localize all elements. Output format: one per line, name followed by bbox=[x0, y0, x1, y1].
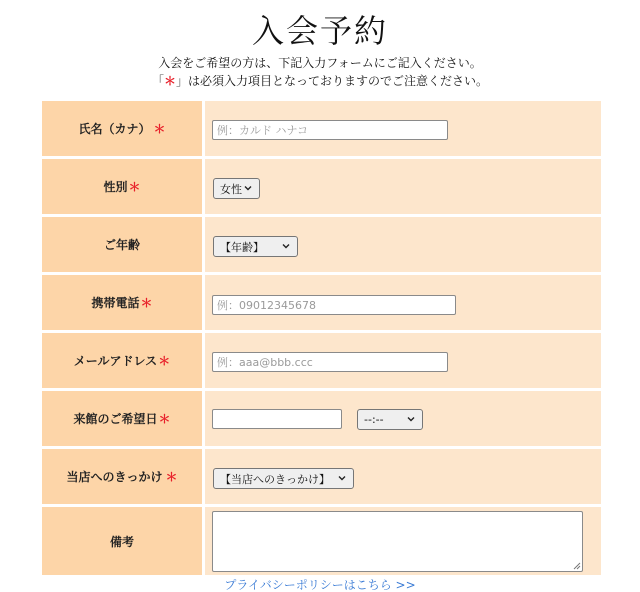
chevron-down-icon bbox=[243, 183, 253, 193]
form-row-name-kana bbox=[42, 101, 601, 156]
email-label-text: メールアドレス bbox=[73, 354, 158, 368]
intro-text: 入会をご希望の方は、下記入力フォームにご記入ください。 bbox=[158, 56, 482, 70]
form-row-email bbox=[42, 333, 601, 388]
visit-time-selected-value: --:-- bbox=[364, 413, 384, 426]
age-value-cell bbox=[205, 217, 601, 272]
email-value-cell bbox=[205, 333, 601, 388]
age-selected-value: 【年齢】 bbox=[220, 240, 264, 254]
signup-form bbox=[42, 101, 601, 575]
mobile-value-cell bbox=[205, 275, 601, 330]
referral-selected-value: 【当店へのきっかけ】 bbox=[220, 472, 330, 486]
referral-required-mark: ＊ bbox=[165, 470, 178, 484]
form-row-visit-date bbox=[42, 391, 601, 446]
referral-value-cell bbox=[205, 449, 601, 504]
visit-date-label bbox=[42, 391, 202, 446]
visit-date-label-text: 来館のご希望日 bbox=[73, 412, 158, 426]
notes-textarea[interactable] bbox=[212, 511, 583, 572]
name-kana-label bbox=[42, 101, 202, 156]
visit-date-required-mark: ＊ bbox=[158, 412, 171, 426]
mobile-label-text: 携帯電話 bbox=[91, 296, 140, 310]
gender-selected-value: 女性 bbox=[220, 182, 242, 196]
name-kana-value-cell bbox=[205, 101, 601, 156]
chevron-down-icon bbox=[337, 473, 347, 483]
notes-label bbox=[42, 507, 202, 575]
name-kana-label-text: 氏名（カナ） bbox=[78, 122, 151, 136]
form-row-gender bbox=[42, 159, 601, 214]
notes-value-cell bbox=[205, 507, 601, 575]
form-row-age bbox=[42, 217, 601, 272]
visit-time-select[interactable] bbox=[357, 409, 423, 430]
required-note-text: 」は必須入力項目となっておりますのでご注意ください。 bbox=[176, 74, 489, 88]
required-note-mark: ＊ bbox=[163, 74, 176, 88]
mobile-required-mark: ＊ bbox=[140, 296, 153, 310]
referral-select[interactable] bbox=[213, 468, 354, 489]
email-input[interactable] bbox=[212, 352, 448, 372]
gender-value-cell bbox=[205, 159, 601, 214]
email-required-mark: ＊ bbox=[158, 354, 171, 368]
mobile-label bbox=[42, 275, 202, 330]
age-label bbox=[42, 217, 202, 272]
gender-select[interactable] bbox=[213, 178, 260, 199]
referral-label-text: 当店へのきっかけ bbox=[66, 470, 163, 484]
chevron-down-icon bbox=[406, 414, 416, 424]
privacy-policy-link[interactable]: プライバシーポリシーはこちら >> bbox=[224, 578, 416, 592]
age-label-text: ご年齢 bbox=[103, 238, 140, 252]
chevron-down-icon bbox=[281, 241, 291, 251]
form-row-notes bbox=[42, 507, 601, 575]
form-row-mobile bbox=[42, 275, 601, 330]
gender-label bbox=[42, 159, 202, 214]
name-kana-required-mark: ＊ bbox=[153, 122, 166, 136]
resize-grip-icon[interactable] bbox=[571, 560, 581, 570]
required-note bbox=[0, 72, 640, 89]
required-note-open: 「 bbox=[151, 74, 164, 88]
visit-date-input[interactable] bbox=[212, 409, 342, 429]
name-kana-input[interactable] bbox=[212, 120, 448, 140]
mobile-input[interactable] bbox=[212, 295, 456, 315]
notes-label-text: 備考 bbox=[109, 534, 134, 549]
email-label bbox=[42, 333, 202, 388]
gender-required-mark: ＊ bbox=[128, 180, 141, 194]
referral-label bbox=[42, 449, 202, 504]
form-row-referral bbox=[42, 449, 601, 504]
gender-label-text: 性別 bbox=[103, 180, 128, 194]
page-title: 入会予約 bbox=[251, 12, 388, 50]
visit-date-value-cell bbox=[205, 391, 601, 446]
age-select[interactable] bbox=[213, 236, 298, 257]
